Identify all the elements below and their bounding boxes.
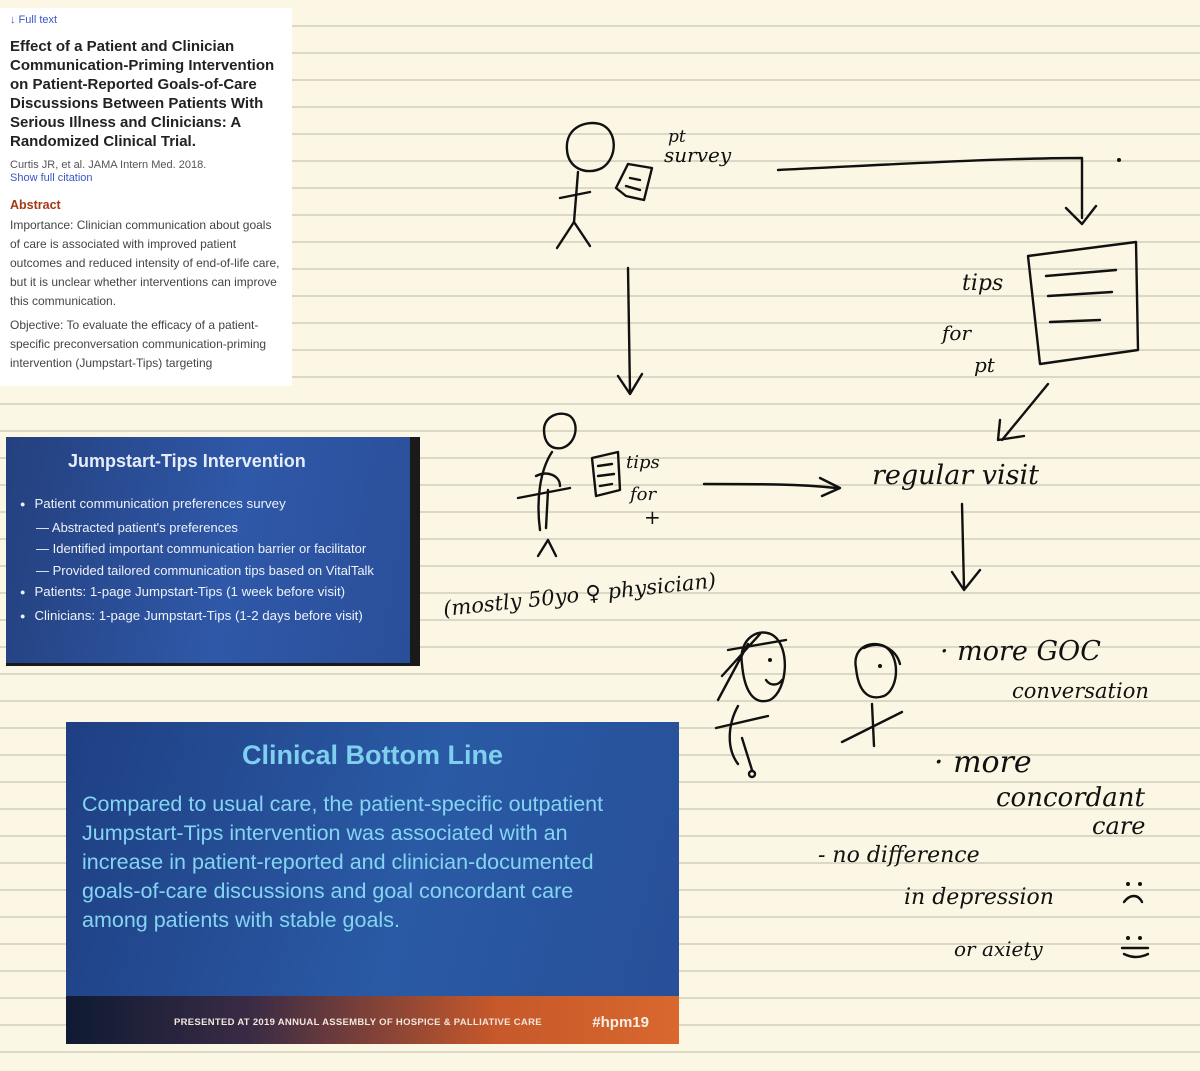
bullet-item: ● Patient communication preferences survey <box>20 493 374 517</box>
pt-label-2: pt <box>974 353 995 377</box>
outcome-nodiff-line2: in depression <box>904 885 1054 910</box>
patient-figure-icon <box>557 123 614 248</box>
slide-bullet-list <box>20 493 374 628</box>
bullet-item: ● Patients: 1-page Jumpstart-Tips (1 week before visit) <box>20 581 374 605</box>
sub-bullet-item: — Identified important communication barrier or facilitator <box>36 541 367 556</box>
article-citation: Curtis JR, et al. JAMA Intern Med. 2018. <box>10 159 207 171</box>
outcome-goc-line1: · more GOC <box>940 636 1101 667</box>
slide-hashtag: #hpm19 <box>592 1014 649 1031</box>
slide-body: Compared to usual care, the patient-specific outpatient Jumpstart-Tips intervention was associated with an increase in patient-reported and clinician-documented goals-of-care discussions and goal concordant care among patients with stable goals. <box>82 792 604 932</box>
tips-paper-icon <box>592 452 620 496</box>
bullet-item: ● Clinicians: 1-page Jumpstart-Tips (1-2 days before visit) <box>20 605 374 629</box>
clinician-face-icon <box>842 644 902 746</box>
physician-note: (mostly 50yo ♀ physician) <box>442 568 718 621</box>
article-title: Effect of a Patient and Clinician Communication-Priming Intervention on Patient-Reported Goals-of-Care Discussions Between Patients With Serious Illness and Clinicians: A Randomized Clinical Trial. <box>10 38 275 150</box>
abstract-objective: Objective: To evaluate the efficacy of a patient-specific preconversation communication-priming intervention (Jumpstart-Tips) targeting <box>10 318 267 370</box>
patient-face-icon <box>716 632 786 777</box>
worried-face-icon <box>1122 936 1148 957</box>
outcome-nodiff-line1: - no difference <box>818 843 980 868</box>
sad-face-icon <box>1124 882 1142 902</box>
tips-sheet-icon <box>1028 242 1138 364</box>
clinician-figure-icon <box>518 414 576 556</box>
for-label: for <box>942 321 972 345</box>
survey-paper-icon <box>616 164 652 200</box>
sub-bullet-item: — Provided tailored communication tips based on VitalTalk <box>36 562 374 578</box>
show-full-citation-link[interactable]: Show full citation <box>10 172 93 184</box>
survey-label: survey <box>664 143 732 167</box>
outcome-nodiff-line3: or axiety <box>954 937 1043 961</box>
arrow-clinician-to-visit <box>704 478 840 496</box>
outcome-concordant-line3: care <box>1092 812 1146 840</box>
abstract-heading: Abstract <box>10 198 61 212</box>
sub-bullet-item: — Abstracted patient's preferences <box>36 519 238 535</box>
outcome-concordant-line1: · more <box>934 745 1032 780</box>
slide-footer-text: PRESENTED AT 2019 ANNUAL ASSEMBLY OF HOSPICE & PALLIATIVE CARE <box>174 1017 542 1028</box>
tips-label: tips <box>962 271 1004 296</box>
arrow-patient-to-clinician <box>618 268 642 394</box>
arrow-visit-to-outcomes <box>952 504 980 590</box>
abstract-importance: Importance: Clinician communication about goals of care is associated with improved patient outcomes and reduced intensity of end-of-life care, but it is unclear whether interventions can improve this communication. <box>10 218 280 308</box>
slide-clinical-bottom-line <box>66 722 679 1044</box>
slide-jumpstart-tips <box>6 437 420 666</box>
tips-for-md-label: + <box>644 505 661 529</box>
article-abstract-card <box>0 8 292 386</box>
dot-mark <box>1117 158 1121 162</box>
arrow-survey-to-tips <box>778 158 1096 224</box>
arrow-tips-to-visit <box>998 384 1048 440</box>
tips-for-md-label: tips <box>626 452 660 473</box>
regular-visit-label: regular visit <box>872 460 1040 491</box>
tips-for-md-label: for <box>630 484 657 505</box>
slide-title: Clinical Bottom Line <box>241 740 503 770</box>
pt-label: pt <box>668 127 686 147</box>
slide-title: Jumpstart-Tips Intervention <box>68 451 306 471</box>
full-text-link[interactable]: ↓ Full text <box>10 14 58 26</box>
outcome-goc-line2: conversation <box>1012 679 1149 703</box>
outcome-concordant-line2: concordant <box>996 783 1145 813</box>
